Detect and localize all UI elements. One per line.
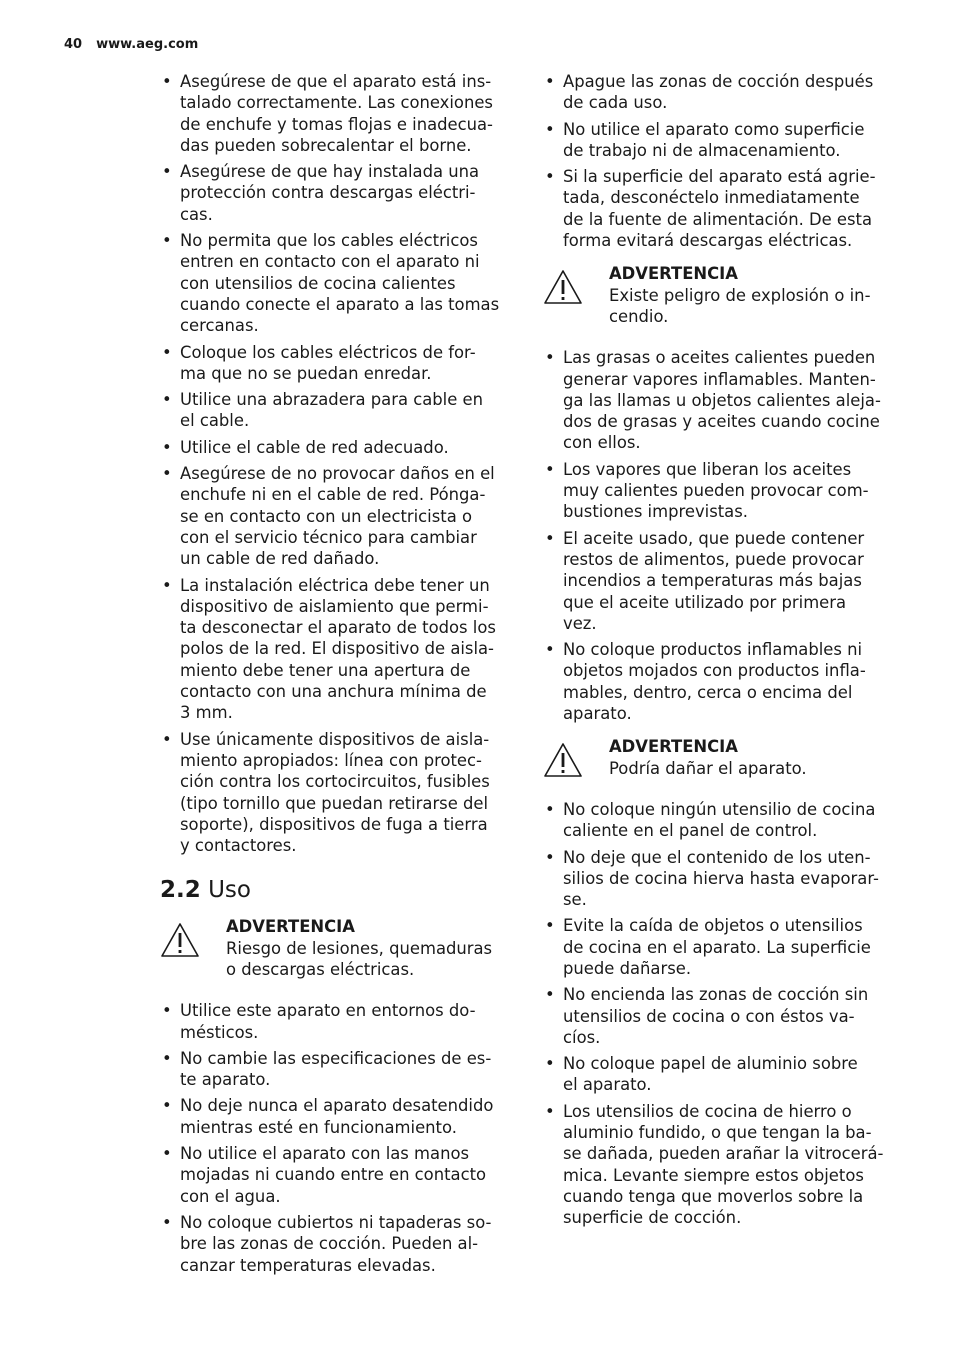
bullet-list [543, 71, 895, 251]
list-item: • No coloque productos inflamables ni objetos mojados con productos infla- mables, dentro, cerca o encima del aparato. [543, 639, 895, 724]
list-item: • No permita que los cables eléctricos entren en contacto con el aparato ni con utensilios de cocina calientes cuando conecte el aparato a las tomas cercanas. [160, 230, 512, 336]
warning-title: ADVERTENCIA [609, 737, 738, 757]
list-item: • No coloque ningún utensilio de cocina caliente en el panel de control. [543, 799, 895, 842]
list-item: • Coloque los cables eléctricos de for- ma que no se puedan enredar. [160, 342, 512, 385]
warning-title: ADVERTENCIA [226, 917, 355, 937]
bullet-list [543, 347, 895, 724]
section-heading [160, 876, 512, 904]
warning-block [160, 916, 512, 980]
list-item: • Use únicamente dispositivos de aisla- miento apropiados: línea con protec- ción contra los cortocircuitos, fusibles (tipo tornillo que puedan retirarse del soporte), dispositivos de fuga a tierra y contactores. [160, 729, 512, 857]
list-item: • No utilice el aparato como superficie de trabajo ni de almacenamiento. [543, 119, 895, 162]
left-column [160, 71, 512, 1281]
warning-triangle-icon [543, 269, 583, 305]
page-number: 40 [64, 37, 83, 52]
list-item: • No utilice el aparato con las manos mojadas ni cuando entre en contacto con el agua. [160, 1143, 512, 1207]
section-number: 2.2 [160, 877, 201, 904]
list-item: • Los utensilios de cocina de hierro o aluminio fundido, o que tengan la ba- se dañada, pueden arañar la vitrocerá- mica. Levante siempre estos objetos cuando tenga que moverlos sobre la superficie de cocción. [543, 1101, 895, 1229]
list-item: • Utilice el cable de red adecuado. [160, 437, 512, 458]
warning-triangle-icon [160, 922, 200, 958]
list-item: • Asegúrese de que hay instalada una protección contra descargas eléctri- cas. [160, 161, 512, 225]
list-item: • No coloque cubiertos ni tapaderas so- bre las zonas de cocción. Pueden al- canzar temperaturas elevadas. [160, 1212, 512, 1276]
list-item: • Evite la caída de objetos o utensilios de cocina en el aparato. La superficie puede dañarse. [543, 915, 895, 979]
warning-body: Riesgo de lesiones, quemaduras o descargas eléctricas. [226, 938, 493, 979]
list-item: • Utilice este aparato en entornos do- mésticos. [160, 1000, 512, 1043]
list-item: • Asegúrese de no provocar daños en el enchufe ni en el cable de red. Pónga- se en contacto con un electricista o con el servicio técnico para cambiar un cable de red dañado. [160, 463, 512, 569]
website-link[interactable]: www.aeg.com [96, 37, 199, 52]
bullet-list [160, 1000, 512, 1276]
bullet-list [160, 71, 512, 856]
warning-body: Podría dañar el aparato. [609, 758, 807, 778]
section-title: Uso [208, 877, 251, 904]
warning-block [543, 263, 895, 327]
list-item: • No cambie las especificaciones de es- te aparato. [160, 1048, 512, 1091]
list-item: • No coloque papel de aluminio sobre el aparato. [543, 1053, 895, 1096]
list-item: • Asegúrese de que el aparato está ins- talado correctamente. Las conexiones de enchufe y tomas flojas e inadecua- das pueden sobrecalentar el borne. [160, 71, 512, 156]
bullet-list [543, 799, 895, 1229]
page-header [64, 37, 198, 52]
list-item: • El aceite usado, que puede contener restos de alimentos, puede provocar incendios a temperaturas más bajas que el aceite utilizado por primera vez. [543, 528, 895, 634]
warning-block [543, 736, 895, 779]
list-item: • Apague las zonas de cocción después de cada uso. [543, 71, 895, 114]
warning-title: ADVERTENCIA [609, 264, 738, 284]
list-item: • Los vapores que liberan los aceites muy calientes pueden provocar com- bustiones imprevistas. [543, 459, 895, 523]
list-item: • La instalación eléctrica debe tener un dispositivo de aislamiento que permi- ta desconectar el aparato de todos los polos de la red. El dispositivo de aisla- miento debe tener una apertura de contacto con una anchura mínima de 3 mm. [160, 575, 512, 724]
list-item: • No encienda las zonas de cocción sin utensilios de cocina o con éstos va- cíos. [543, 984, 895, 1048]
list-item: • Las grasas o aceites calientes pueden generar vapores inflamables. Manten- ga las llamas u objetos calientes aleja- dos de grasas y aceites cuando cocine con ellos. [543, 347, 895, 453]
list-item: • Si la superficie del aparato está agrie- tada, desconéctelo inmediatamente de la fuente de alimentación. De esta forma evitará descargas eléctricas. [543, 166, 895, 251]
warning-body: Existe peligro de explosión o in- cendio. [609, 285, 871, 326]
list-item: • Utilice una abrazadera para cable en el cable. [160, 389, 512, 432]
list-item: • No deje que el contenido de los uten- silios de cocina hierva hasta evaporar- se. [543, 847, 895, 911]
list-item: • No deje nunca el aparato desatendido mientras esté en funcionamiento. [160, 1095, 512, 1138]
warning-triangle-icon [543, 742, 583, 778]
right-column [543, 71, 895, 1234]
